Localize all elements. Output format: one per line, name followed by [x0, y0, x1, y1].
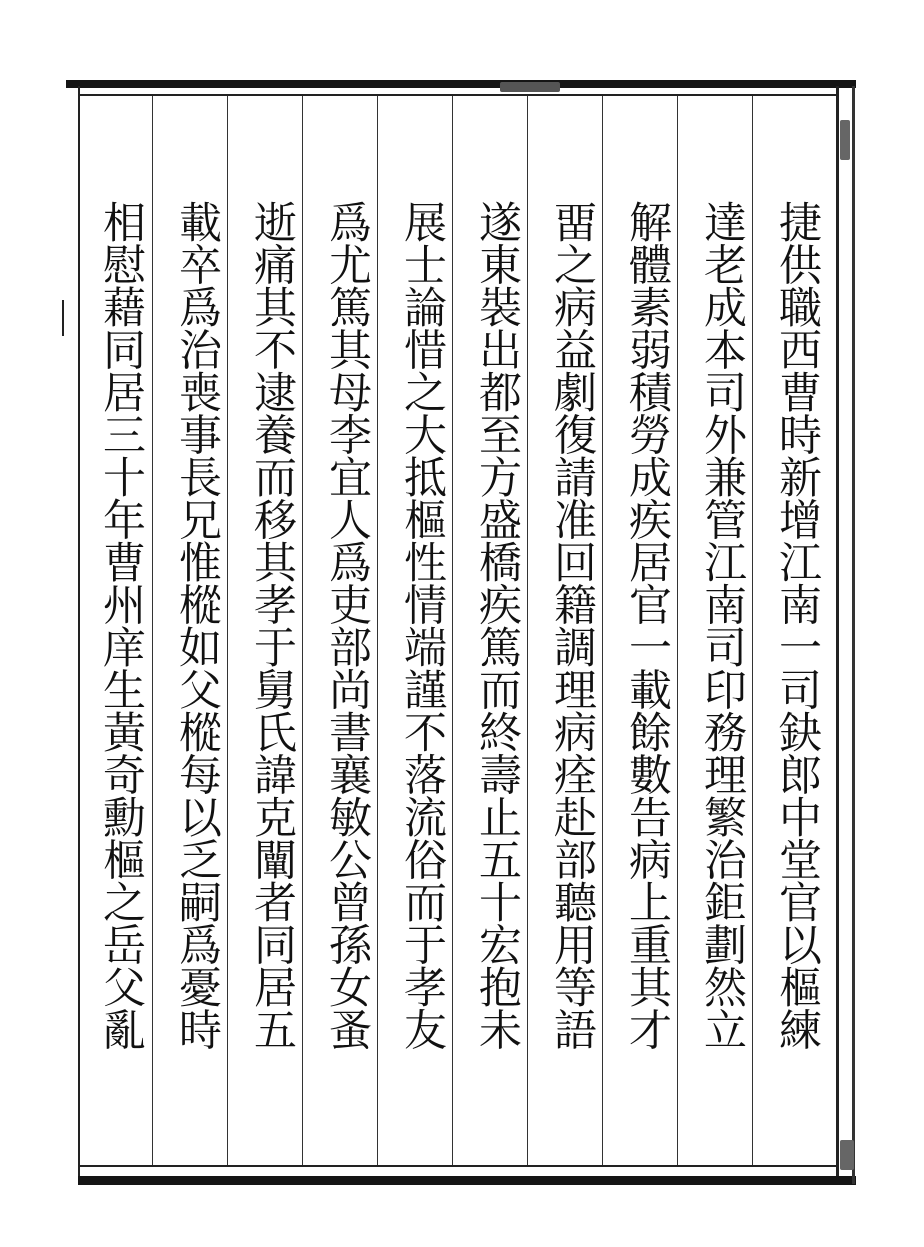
top-border-rule: [66, 80, 856, 88]
text-column-1: 捷供職西曹時新增江南一司鈌郎中堂官以樞練: [772, 200, 822, 1050]
margin-mark: [62, 300, 80, 336]
bottom-border-rule: [78, 1176, 856, 1185]
outer-right-rule: [852, 86, 855, 1184]
scan-speck: [500, 82, 560, 92]
scan-speck: [840, 120, 850, 160]
top-inner-rule: [78, 94, 838, 96]
right-border-rule: [836, 86, 839, 1176]
text-column-9: 載卒爲治喪事長兄惟樅如父樅每以乏嗣爲憂時: [172, 200, 222, 1050]
text-column-10: 相慰藉同居三十年曹州庠生黃奇勳樞之岳父亂: [96, 200, 146, 1050]
text-column-6: 展士論惜之大抵樞性情端謹不落流俗而于孝友: [397, 200, 447, 1050]
text-column-4: 畱之病益劇復請准回籍調理病痊赴部聽用等語: [547, 200, 597, 1050]
text-column-2: 達老成本司外兼管江南司印務理繁治鉅劃然立: [697, 200, 747, 1050]
text-column-5: 遂東裝出都至方盛橋疾篤而終壽止五十宏抱未: [472, 200, 522, 1050]
bottom-inner-rule: [78, 1165, 838, 1167]
text-column-7: 爲尤篤其母李宜人爲吏部尚書襄敏公曾孫女蚤: [322, 200, 372, 1050]
left-border-rule: [78, 86, 80, 1176]
text-column-8: 逝痛其不逮養而移其孝于舅氏諱克闡者同居五: [247, 200, 297, 1050]
scan-speck: [840, 1140, 854, 1170]
text-column-3: 解體素弱積勞成疾居官一載餘數告病上重其才: [622, 200, 672, 1050]
